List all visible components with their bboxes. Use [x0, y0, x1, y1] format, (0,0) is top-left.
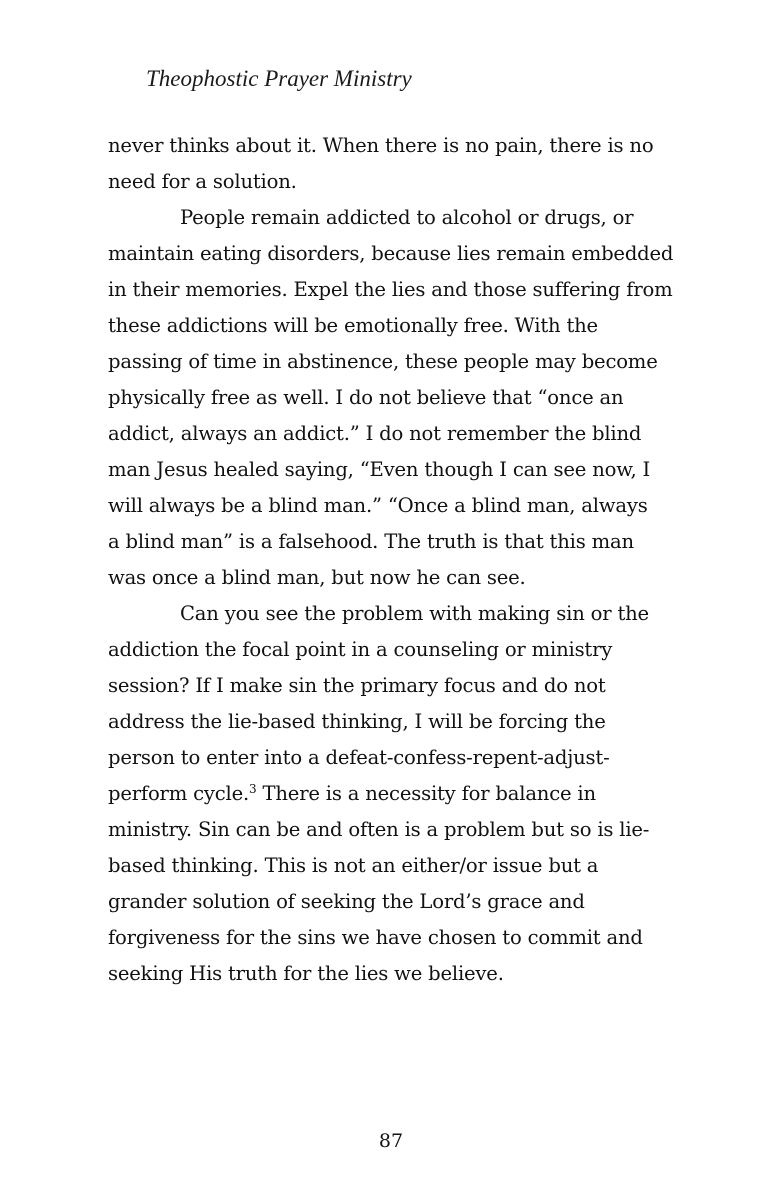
paragraph-continuation: never thinks about it. When there is no pain, there is no need for a solution.: [108, 134, 654, 193]
paragraph-addictions: People remain addicted to alcohol or drugs, or maintain eating disorders, because lies remain embedded in their memories. Expel the lies and those suffering from these addictions will be emotionally free. With the passing of time in abstinence, these people may become physically free as well. I do not believe that “once an addict, always an addict.” I do not remember the blind man Jesus healed saying, “Even though I can see now, I will always be a blind man.” “Once a blind man, always a blind man” is a falsehood. The truth is that this man was once a blind man, but now he can see.: [108, 206, 674, 589]
body-text: [108, 128, 698, 992]
running-head: Theophostic Prayer Ministry: [146, 66, 412, 91]
footnote-marker: 3: [249, 782, 257, 796]
paragraph-sin-focus: [108, 596, 698, 992]
paragraph-sin-focus-text-b: There is a necessity for balance in ministry. Sin can be and often is a problem but so is lie- based thinking. This is not an either/or issue but a grander solution of seeking the Lord’s grace and forgiveness for the sins we have chosen to commit and seeking His truth for the lies we believe.: [108, 782, 650, 985]
paragraph-sin-focus-text-a: Can you see the problem with making sin or the addiction the focal point in a counseling or ministry session? If I make sin the primary focus and do not address the lie-based thinking, I will be forcing the person to enter into a defeat-confess-repent-adjust- perform cycle.: [108, 602, 649, 805]
page-number: 87: [378, 1130, 404, 1152]
